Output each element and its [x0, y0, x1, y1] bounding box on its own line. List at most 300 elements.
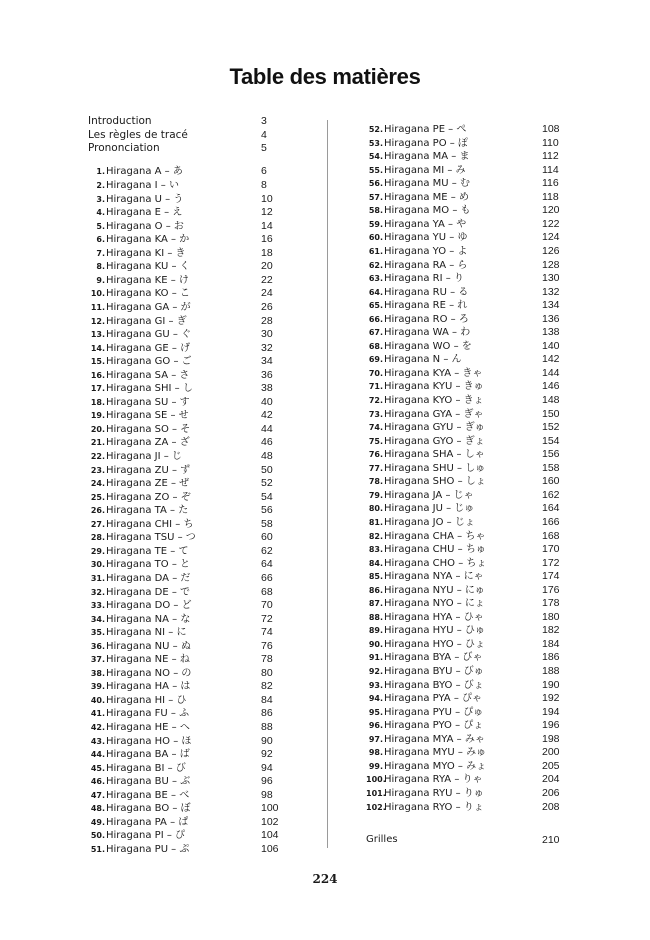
toc-entry[interactable] [88, 558, 288, 572]
toc-entry[interactable] [88, 680, 288, 694]
toc-entry-number: 1. [96, 167, 105, 177]
toc-entry-number: 100. [366, 775, 386, 785]
toc-entry[interactable] [366, 516, 566, 530]
toc-entry-page: 154 [542, 434, 560, 447]
toc-entry[interactable] [88, 369, 288, 383]
toc-entry-number: 66. [368, 314, 383, 324]
toc-entry-page: 132 [542, 285, 560, 298]
toc-entry-label: Introduction [88, 115, 152, 127]
toc-entry-number: 61. [368, 246, 383, 256]
toc-entry-label: Hiragana E – え [106, 207, 183, 219]
toc-entry-number: 47. [90, 790, 105, 800]
toc-entry-page: 82 [261, 680, 273, 693]
toc-entry-label: Hiragana SA – さ [106, 369, 190, 381]
toc-entry[interactable] [88, 129, 288, 143]
toc-entry[interactable] [88, 247, 288, 261]
toc-entry-number: 74. [368, 423, 383, 433]
toc-entry[interactable] [88, 816, 288, 830]
toc-entry-number: 35. [90, 628, 105, 638]
toc-entry[interactable] [366, 177, 566, 191]
toc-entry-number: 56. [368, 179, 383, 189]
toc-entry-page: 3 [261, 115, 267, 127]
toc-entry-page: 38 [261, 382, 273, 395]
page-number: 224 [312, 872, 338, 886]
toc-entry[interactable] [88, 287, 288, 301]
toc-entry-number: 102. [366, 802, 386, 812]
toc-entry-number: 21. [90, 438, 105, 448]
toc-entry-label: Hiragana BI – び [106, 762, 186, 774]
toc-entry[interactable] [88, 721, 288, 735]
toc-entry-number: 31. [90, 573, 105, 583]
toc-entry[interactable] [366, 746, 566, 760]
toc-entry-number: 8. [96, 262, 105, 272]
toc-entry-number: 87. [368, 599, 383, 609]
toc-entry-number: 93. [368, 680, 383, 690]
toc-entry-label: Hiragana RYA – りゃ [384, 774, 483, 786]
toc-entry[interactable] [366, 204, 566, 218]
toc-entry[interactable] [366, 313, 566, 327]
toc-entry[interactable] [88, 707, 288, 721]
toc-entry-page: 5 [261, 142, 267, 155]
toc-entry-number: 92. [368, 667, 383, 676]
toc-entry[interactable] [366, 299, 566, 313]
toc-entry-label: Hiragana KYU – きゅ [384, 381, 484, 393]
toc-entry-label: Hiragana YA – や [384, 218, 467, 230]
toc-entry-label: Hiragana GE – げ [106, 342, 191, 354]
toc-entry-page: 156 [542, 448, 560, 461]
toc-entry-page: 20 [261, 260, 273, 273]
toc-entry-page: 116 [542, 177, 559, 190]
toc-entry-page: 68 [261, 585, 273, 598]
toc-entry[interactable] [88, 301, 288, 315]
toc-entry-page: 10 [261, 192, 273, 205]
toc-entry-label: Hiragana GYA – ぎゃ [384, 408, 484, 420]
toc-entry[interactable] [88, 423, 288, 437]
toc-entry-number: 42. [90, 723, 105, 732]
toc-entry-page: 122 [542, 217, 560, 230]
toc-entry[interactable] [88, 274, 288, 288]
toc-entry-number: 50. [90, 831, 105, 841]
toc-entry[interactable] [88, 464, 288, 478]
toc-entry[interactable] [88, 142, 288, 156]
toc-entry-page: 98 [261, 788, 273, 801]
toc-entry-page: 136 [542, 312, 560, 325]
toc-entry-page: 72 [261, 612, 273, 625]
toc-entry-label: Hiragana SHO – しょ [384, 476, 486, 488]
toc-entry[interactable] [88, 613, 288, 627]
toc-entry-number: 75. [368, 436, 383, 446]
toc-entry-number: 10. [90, 289, 105, 299]
toc-entry[interactable] [366, 489, 566, 503]
toc-entry-number: 55. [368, 165, 383, 175]
toc-entry-page: 62 [261, 544, 273, 557]
toc-entry-label: Hiragana KU – く [106, 261, 190, 273]
toc-entry[interactable] [366, 502, 566, 516]
toc-entry[interactable] [88, 115, 288, 129]
toc-entry[interactable] [366, 353, 566, 367]
toc-entry-number: 84. [368, 558, 383, 568]
toc-entry-number: 73. [368, 409, 383, 419]
toc-entry-number: 49. [90, 817, 105, 827]
toc-entry-label: Hiragana MO – も [384, 205, 471, 217]
toc-entry-label: Hiragana BU – ぶ [106, 776, 191, 788]
toc-entry[interactable] [366, 367, 566, 381]
toc-entry-label: Hiragana HO – ほ [106, 735, 192, 747]
toc-entry[interactable] [366, 557, 566, 571]
toc-entry-label: Hiragana PO – ぽ [384, 137, 468, 149]
toc-entry[interactable] [366, 638, 566, 652]
toc-entry-number: 96. [368, 721, 383, 731]
toc-entry-page: 142 [542, 353, 560, 366]
toc-entry-label: Hiragana PYU – ぴゅ [384, 706, 484, 718]
toc-entry[interactable] [366, 150, 566, 164]
toc-entry-page: 192 [542, 692, 560, 705]
toc-entry-grilles[interactable] [366, 833, 566, 847]
toc-entry-number: 17. [90, 384, 105, 394]
toc-entry-label: Hiragana TE – て [106, 545, 189, 557]
toc-entry-page: 138 [542, 326, 560, 339]
toc-entry-label: Hiragana BYO – びょ [384, 679, 484, 691]
toc-entry-page: 194 [542, 705, 560, 718]
toc-entry-page: 76 [261, 639, 273, 652]
toc-entry[interactable] [366, 719, 566, 733]
toc-entry-label: Hiragana JU – じゅ [384, 503, 475, 515]
toc-entry[interactable] [366, 435, 566, 449]
toc-entry-number: 68. [368, 341, 383, 351]
toc-entry-page: 124 [542, 231, 560, 244]
toc-entry-number: 58. [368, 206, 383, 216]
toc-entry-label: Hiragana TSU – つ [106, 532, 196, 544]
toc-entry[interactable] [366, 380, 566, 394]
toc-entry[interactable] [366, 597, 566, 611]
toc-entry-page: 66 [261, 571, 273, 584]
toc-entry[interactable] [88, 220, 288, 234]
toc-entry-label: Hiragana NYA – にゃ [384, 571, 484, 583]
toc-entry-label: Hiragana HA – は [106, 681, 191, 693]
toc-entry-number: 90. [368, 639, 383, 649]
toc-entry-page: 50 [261, 463, 273, 476]
toc-entry[interactable] [366, 611, 566, 625]
toc-entry-label: Hiragana GYU – ぎゅ [384, 422, 485, 434]
toc-entry-page: 84 [261, 693, 273, 706]
toc-entry[interactable] [366, 665, 566, 679]
toc-entry[interactable] [88, 762, 288, 776]
toc-entry-number: 85. [368, 572, 383, 582]
toc-entry[interactable] [88, 789, 288, 803]
toc-entry[interactable] [88, 233, 288, 247]
toc-entry-label: Hiragana A – あ [106, 166, 183, 178]
toc-entry-label: Hiragana PYA – ぴゃ [384, 693, 482, 705]
toc-entry-page: 104 [261, 829, 279, 842]
toc-entry-number: 37. [90, 655, 105, 665]
toc-entry-number: 11. [90, 302, 105, 312]
toc-entry-page: 150 [542, 407, 560, 420]
toc-entry[interactable] [366, 692, 566, 706]
toc-entry-page: 8 [261, 179, 267, 191]
toc-entry-page: 6 [261, 165, 267, 178]
toc-entry[interactable] [366, 801, 566, 815]
toc-entry[interactable] [366, 231, 566, 245]
toc-entry-number: 86. [368, 585, 383, 595]
toc-entry-label: Hiragana JA – じゃ [384, 489, 474, 501]
toc-entry-label: Hiragana BYA – びゃ [384, 652, 483, 664]
toc-entry[interactable] [366, 218, 566, 232]
toc-entry[interactable] [366, 408, 566, 422]
toc-entry[interactable] [88, 572, 288, 586]
toc-entry[interactable] [366, 164, 566, 178]
toc-entry[interactable] [366, 340, 566, 354]
toc-entry[interactable] [88, 260, 288, 274]
toc-entry[interactable] [88, 328, 288, 342]
toc-entry[interactable] [366, 421, 566, 435]
toc-entry-number: 44. [90, 750, 105, 760]
toc-entry[interactable] [88, 355, 288, 369]
toc-entry-page: 196 [542, 719, 560, 732]
toc-entry-page: 128 [542, 258, 560, 271]
toc-entry-label: Hiragana BYU – びゅ [384, 666, 484, 677]
toc-entry-label: Hiragana KO – こ [106, 288, 190, 300]
toc-entry[interactable] [88, 409, 288, 423]
toc-entry[interactable] [88, 518, 288, 532]
toc-entry-page: 205 [542, 759, 560, 772]
toc-entry-label: Hiragana RE – れ [384, 300, 468, 312]
toc-entry-number: 81. [368, 517, 383, 527]
toc-entry-number: 101. [366, 788, 386, 798]
toc-entry[interactable] [366, 326, 566, 340]
toc-entry-number: 27. [90, 519, 105, 529]
toc-entry-label: Hiragana ME – め [384, 191, 469, 203]
toc-entry-page: 160 [542, 475, 560, 488]
toc-entry[interactable] [88, 599, 288, 613]
toc-entry[interactable] [366, 123, 566, 137]
toc-entry[interactable] [366, 570, 566, 584]
toc-entry[interactable] [88, 667, 288, 681]
toc-entry-number: 95. [368, 707, 383, 717]
toc-entry[interactable] [88, 748, 288, 762]
toc-entry-page: 126 [542, 244, 560, 257]
toc-entry[interactable] [88, 450, 288, 464]
toc-entry[interactable] [366, 651, 566, 665]
toc-entry-number: 23. [90, 465, 105, 475]
toc-entry[interactable] [88, 193, 288, 207]
toc-entry-number: 5. [96, 221, 105, 231]
toc-entry-page: 30 [261, 328, 273, 341]
toc-entry-page: 176 [542, 583, 560, 596]
toc-entry-label: Hiragana HYA – ひゃ [384, 611, 484, 623]
toc-entry[interactable] [366, 462, 566, 476]
toc-entry[interactable] [366, 475, 566, 489]
toc-entry-number: 41. [90, 709, 105, 719]
toc-entry-label: Hiragana HYU – ひゅ [384, 625, 485, 637]
toc-entry-label: Hiragana PE – ぺ [384, 124, 467, 135]
toc-entry-page: 70 [261, 599, 273, 612]
toc-entry[interactable] [88, 315, 288, 329]
toc-entry[interactable] [366, 448, 566, 462]
toc-entry-label: Hiragana RI – り [384, 273, 464, 285]
toc-entry[interactable] [88, 477, 288, 491]
toc-entry-number: 16. [90, 370, 105, 380]
toc-entry[interactable] [88, 382, 288, 396]
toc-entry-page: 36 [261, 368, 273, 381]
toc-entry-number: 19. [90, 411, 105, 421]
toc-entry[interactable] [366, 787, 566, 801]
toc-entry-label: Hiragana YU – ゆ [384, 232, 468, 244]
toc-entry-label: Hiragana PA – ぱ [106, 816, 189, 828]
toc-entry-number: 20. [90, 424, 105, 434]
toc-entry[interactable] [88, 802, 288, 816]
toc-entry[interactable] [366, 773, 566, 787]
toc-entry-label: Hiragana MYO – みょ [384, 760, 487, 772]
toc-entry-number: 71. [368, 382, 383, 392]
toc-entry-label: Hiragana KE – け [106, 274, 189, 286]
toc-entry-label: Hiragana BE – べ [106, 789, 190, 801]
toc-entry[interactable] [366, 733, 566, 747]
toc-entry-page: 118 [542, 190, 559, 203]
toc-entry[interactable] [88, 775, 288, 789]
toc-entry-number: 88. [368, 612, 383, 622]
toc-entry-label: Hiragana GO – ご [106, 356, 192, 368]
toc-entry[interactable] [88, 586, 288, 600]
toc-entry[interactable] [366, 584, 566, 598]
toc-entry-number: 40. [90, 695, 105, 705]
toc-entry-label: Hiragana N – ん [384, 354, 462, 366]
toc-entry-page: 186 [542, 651, 560, 664]
toc-entry-page: 210 [542, 834, 560, 846]
toc-entry-page: 114 [542, 163, 559, 176]
toc-entry-number: 76. [368, 450, 383, 460]
toc-entry-number: 83. [368, 545, 383, 555]
toc-entry-number: 78. [368, 477, 383, 487]
toc-entry-label: Hiragana MI – み [384, 164, 466, 176]
toc-entry-label: Hiragana NU – ぬ [106, 640, 191, 652]
toc-entry-label: Hiragana PYO – ぴょ [384, 720, 484, 732]
toc-entry-number: 91. [368, 653, 383, 663]
toc-entry[interactable] [88, 179, 288, 193]
toc-entry-label: Hiragana TO – と [106, 559, 190, 571]
toc-entry[interactable] [88, 504, 288, 518]
toc-entry-page: 178 [542, 597, 560, 610]
toc-entry-number: 25. [90, 492, 105, 502]
toc-entry-number: 14. [90, 343, 105, 353]
toc-entry-label: Hiragana DE – で [106, 586, 191, 598]
toc-entry-page: 56 [261, 504, 273, 517]
toc-entry-label: Grilles [366, 834, 398, 845]
toc-entry[interactable] [366, 191, 566, 205]
toc-entry-page: 108 [542, 123, 560, 135]
toc-entry-number: 15. [90, 357, 105, 367]
toc-entry-page: 28 [261, 314, 273, 327]
toc-entry-number: 89. [368, 626, 383, 636]
toc-entry-number: 26. [90, 506, 105, 516]
toc-entry-page: 168 [542, 529, 560, 542]
toc-entry-page: 80 [261, 666, 273, 679]
toc-entry-page: 78 [261, 653, 273, 666]
toc-entry-number: 39. [90, 682, 105, 692]
toc-entry-label: Hiragana JI – じ [106, 451, 182, 462]
toc-entry-label: Les règles de tracé [88, 128, 188, 141]
toc-entry[interactable] [88, 436, 288, 450]
toc-entry-number: 70. [368, 368, 383, 378]
toc-entry-page: 44 [261, 422, 273, 435]
toc-entry[interactable] [366, 530, 566, 544]
toc-entry-page: 164 [542, 502, 560, 515]
toc-entry-number: 18. [90, 397, 105, 407]
toc-entry[interactable] [366, 760, 566, 774]
toc-entry-label: Hiragana MYA – みゃ [384, 733, 485, 745]
toc-entry-number: 4. [96, 208, 105, 218]
toc-entry-label: Hiragana CHI – ち [106, 518, 194, 530]
toc-entry[interactable] [88, 206, 288, 220]
toc-entry[interactable] [88, 653, 288, 667]
toc-entry-page: 16 [261, 233, 273, 246]
toc-entry-number: 67. [368, 328, 383, 338]
toc-entry-page: 14 [261, 219, 273, 232]
toc-entry[interactable] [88, 626, 288, 640]
toc-entry[interactable] [366, 624, 566, 638]
toc-entry-page: 182 [542, 624, 560, 637]
toc-entry-page: 166 [542, 515, 560, 528]
toc-entry[interactable] [88, 694, 288, 708]
toc-entry[interactable] [88, 342, 288, 356]
toc-entry[interactable] [88, 843, 288, 857]
toc-entry-page: 42 [261, 409, 273, 422]
toc-entry[interactable] [88, 735, 288, 749]
toc-entry[interactable] [366, 679, 566, 693]
toc-entry-page: 200 [542, 746, 560, 759]
toc-entry-number: 9. [96, 275, 105, 285]
toc-entry-number: 33. [90, 601, 105, 611]
toc-entry[interactable] [88, 640, 288, 654]
toc-entry[interactable] [366, 272, 566, 286]
toc-entry[interactable] [88, 545, 288, 559]
toc-entry-page: 140 [542, 339, 560, 352]
toc-entry-number: 43. [90, 736, 105, 746]
toc-entry-label: Hiragana ZE – ぜ [106, 478, 190, 490]
toc-entry[interactable] [88, 491, 288, 505]
toc-entry[interactable] [366, 543, 566, 557]
toc-entry-page: 148 [542, 394, 560, 406]
toc-entry-page: 184 [542, 637, 560, 650]
toc-entry[interactable] [366, 245, 566, 259]
toc-entry[interactable] [88, 165, 288, 179]
toc-entry[interactable] [366, 706, 566, 720]
column-divider [327, 120, 328, 848]
toc-entry[interactable] [88, 396, 288, 410]
toc-entry[interactable] [88, 829, 288, 843]
toc-entry-label: Hiragana BO – ぼ [106, 803, 191, 815]
toc-entry-page: 94 [261, 761, 273, 774]
toc-entry-label: Hiragana NYU – にゅ [384, 584, 485, 596]
toc-entry-label: Hiragana SU – す [106, 396, 190, 408]
toc-entry-number: 45. [90, 763, 105, 773]
toc-entry-page: 96 [261, 775, 273, 788]
toc-entry[interactable] [366, 137, 566, 151]
toc-entry-label: Hiragana SHA – しゃ [384, 449, 485, 461]
toc-entry-number: 53. [368, 138, 383, 148]
toc-entry-number: 59. [368, 219, 383, 229]
toc-entry-page: 26 [261, 300, 273, 313]
toc-entry[interactable] [366, 286, 566, 300]
toc-entry-page: 204 [542, 773, 560, 786]
toc-entry-page: 172 [542, 556, 560, 569]
toc-entry-number: 98. [368, 748, 383, 758]
toc-entry[interactable] [366, 394, 566, 408]
toc-entry-label: Hiragana HI – ひ [106, 694, 187, 706]
toc-entry[interactable] [366, 259, 566, 273]
toc-entry-label: Hiragana SHI – し [106, 383, 193, 395]
toc-entry[interactable] [88, 531, 288, 545]
toc-entry-number: 72. [368, 396, 383, 405]
